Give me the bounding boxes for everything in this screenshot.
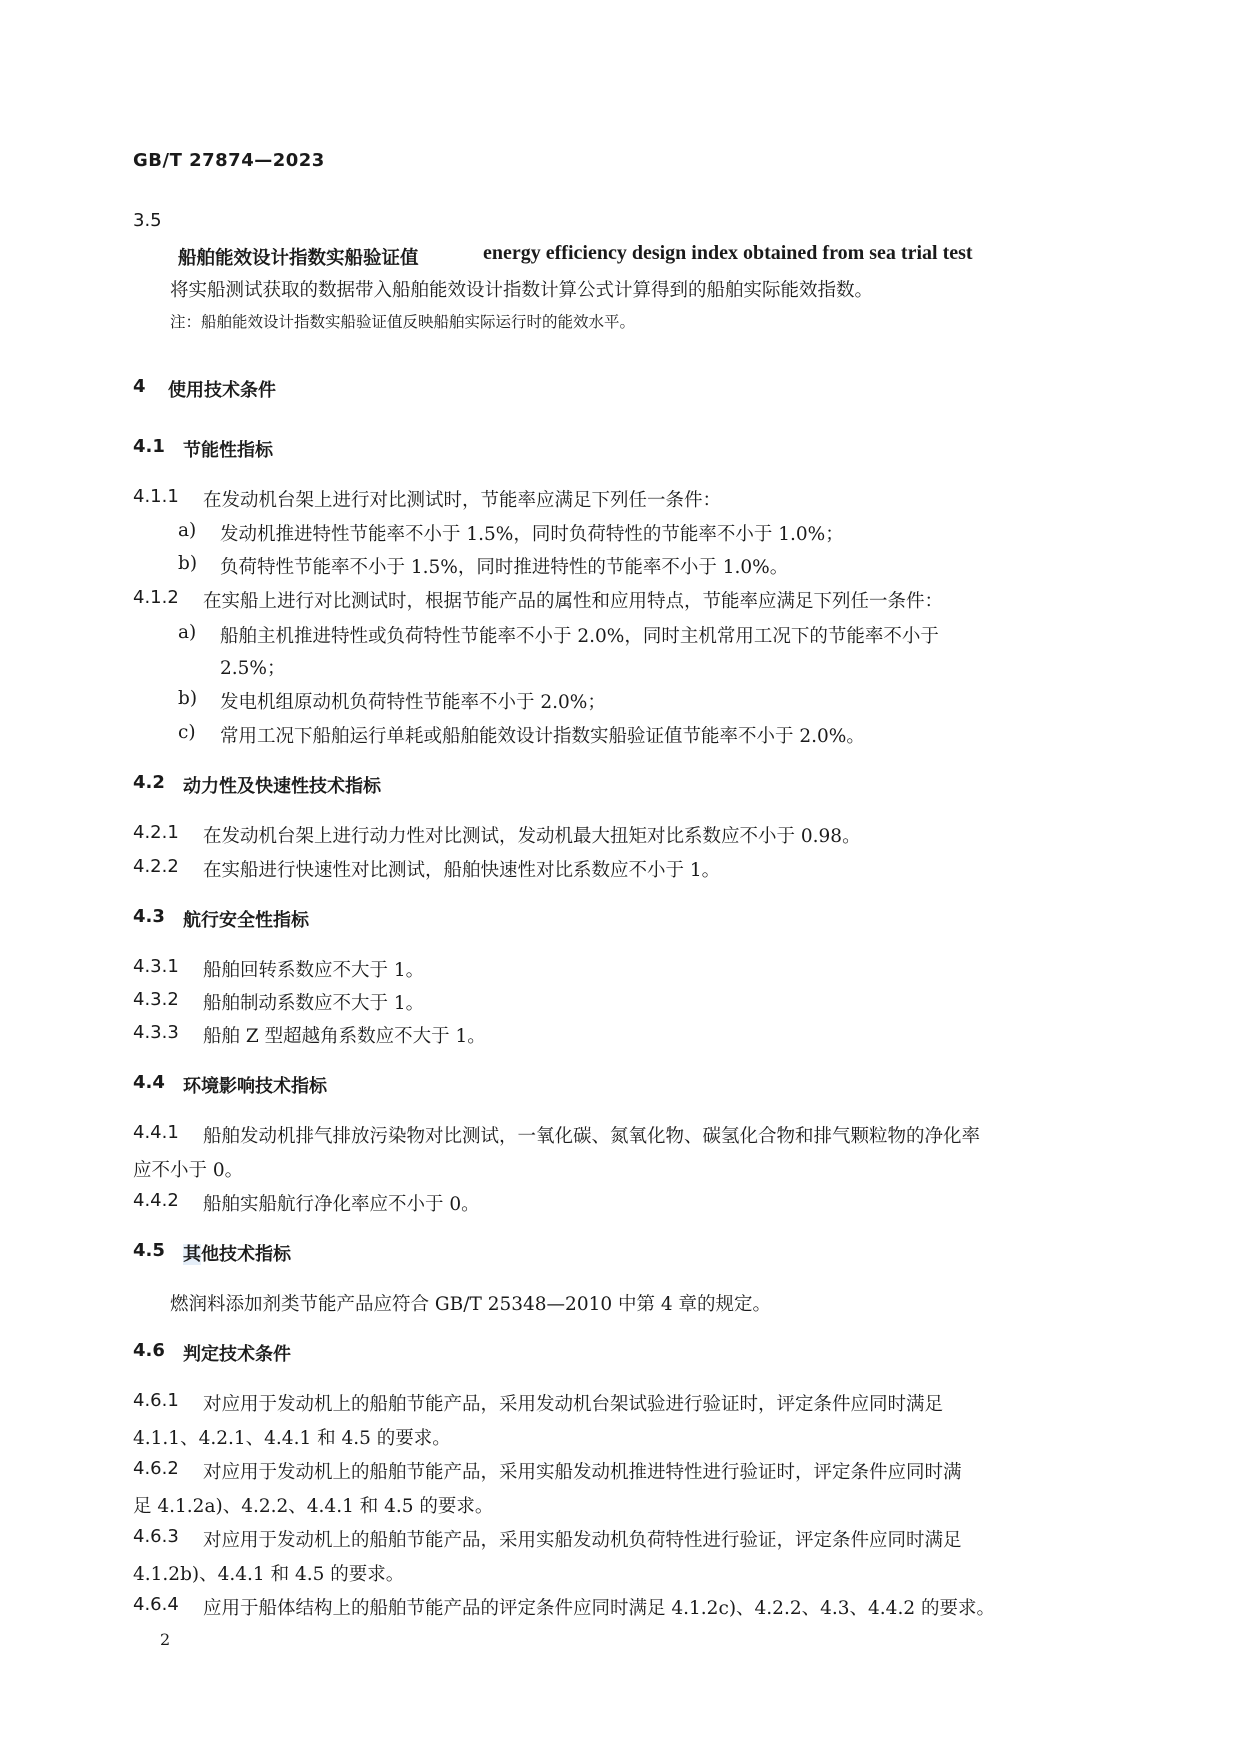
section-4-5-number: 4.5 xyxy=(133,1240,165,1261)
section-4-1-title: 节能性指标 xyxy=(183,440,273,461)
clause-4-2-2-text: 在实船进行快速性对比测试，船舶快速性对比系数应不小于 1。 xyxy=(203,860,721,881)
section-4-4-title: 环境影响技术指标 xyxy=(183,1076,327,1097)
list-item-text: 船舶主机推进特性或负荷特性节能率不小于 2.0%，同时主机常用工况下的节能率不小于 xyxy=(220,626,939,647)
clause-4-4-1-number: 4.4.1 xyxy=(133,1122,179,1143)
clause-4-3-3-text: 船舶 Z 型超越角系数应不大于 1。 xyxy=(203,1026,486,1047)
term-chinese: 船舶能效设计指数实船验证值 xyxy=(178,248,419,269)
section-4-4-number: 4.4 xyxy=(133,1072,165,1093)
term-definition: 将实船测试获取的数据带入船舶能效设计指数计算公式计算得到的船舶实际能效指数。 xyxy=(170,280,874,301)
list-item-label: c) xyxy=(178,722,196,743)
clause-4-6-1-text-continued: 4.1.1、4.2.1、4.4.1 和 4.5 的要求。 xyxy=(133,1428,451,1449)
clause-4-6-4-text: 应用于船体结构上的船舶节能产品的评定条件应同时满足 4.1.2c)、4.2.2、4.3、4.4.2 的要求。 xyxy=(203,1598,995,1619)
clause-4-6-3-text-continued: 4.1.2b)、4.4.1 和 4.5 的要求。 xyxy=(133,1564,405,1585)
list-item-text: 发动机推进特性节能率不小于 1.5%，同时负荷特性的节能率不小于 1.0%； xyxy=(220,524,844,545)
clause-4-6-4-number: 4.6.4 xyxy=(133,1594,179,1615)
section-4-title: 使用技术条件 xyxy=(168,380,276,401)
clause-4-3-1-text: 船舶回转系数应不大于 1。 xyxy=(203,960,425,981)
section-4-2-title: 动力性及快速性技术指标 xyxy=(183,776,381,797)
clause-4-1-2-text: 在实船上进行对比测试时，根据节能产品的属性和应用特点，节能率应满足下列任一条件： xyxy=(203,591,944,612)
list-item-text: 常用工况下船舶运行单耗或船舶能效设计指数实船验证值节能率不小于 2.0%。 xyxy=(220,726,865,747)
section-4-6-number: 4.6 xyxy=(133,1340,165,1361)
clause-4-4-2-number: 4.4.2 xyxy=(133,1190,179,1211)
highlighted-character: 其 xyxy=(183,1244,201,1265)
clause-4-2-1-text: 在发动机台架上进行动力性对比测试，发动机最大扭矩对比系数应不小于 0.98。 xyxy=(203,826,861,847)
clause-4-6-3-text: 对应用于发动机上的船舶节能产品，采用实船发动机负荷特性进行验证，评定条件应同时满足 xyxy=(203,1530,962,1551)
list-item-text: 发电机组原动机负荷特性节能率不小于 2.0%； xyxy=(220,692,606,713)
section-4-5-text: 燃润料添加剂类节能产品应符合 GB/T 25348—2010 中第 4 章的规定。 xyxy=(170,1294,772,1315)
section-4-5-title-rest: 他技术指标 xyxy=(201,1244,291,1265)
clause-4-2-2-number: 4.2.2 xyxy=(133,856,179,877)
section-4-5-title xyxy=(183,1240,291,1266)
clause-number-3-5: 3.5 xyxy=(133,210,162,231)
list-item-label: a) xyxy=(178,520,197,541)
clause-4-3-2-text: 船舶制动系数应不大于 1。 xyxy=(203,993,425,1014)
clause-4-6-1-text: 对应用于发动机上的船舶节能产品，采用发动机台架试验进行验证时，评定条件应同时满足 xyxy=(203,1394,944,1415)
document-code: GB/T 27874—2023 xyxy=(133,150,325,171)
list-item-text-continued: 2.5%； xyxy=(220,658,286,679)
clause-4-6-2-text: 对应用于发动机上的船舶节能产品，采用实船发动机推进特性进行验证时，评定条件应同时满 xyxy=(203,1462,962,1483)
clause-4-6-3-number: 4.6.3 xyxy=(133,1526,179,1547)
list-item-label: b) xyxy=(178,553,198,574)
clause-4-3-2-number: 4.3.2 xyxy=(133,989,179,1010)
term-english: energy efficiency design index obtained from sea trial test xyxy=(483,242,973,264)
clause-4-3-1-number: 4.3.1 xyxy=(133,956,179,977)
clause-4-3-3-number: 4.3.3 xyxy=(133,1022,179,1043)
section-4-number: 4 xyxy=(133,376,146,397)
clause-4-1-1-text: 在发动机台架上进行对比测试时，节能率应满足下列任一条件： xyxy=(203,490,722,511)
clause-4-1-2-number: 4.1.2 xyxy=(133,587,179,608)
clause-4-6-1-number: 4.6.1 xyxy=(133,1390,179,1411)
list-item-text: 负荷特性节能率不小于 1.5%，同时推进特性的节能率不小于 1.0%。 xyxy=(220,557,789,578)
clause-4-1-1-number: 4.1.1 xyxy=(133,486,179,507)
section-4-6-title: 判定技术条件 xyxy=(183,1344,291,1365)
section-4-2-number: 4.2 xyxy=(133,772,165,793)
list-item-label: a) xyxy=(178,622,197,643)
clause-4-4-1-text: 船舶发动机排气排放污染物对比测试，一氧化碳、氮氧化物、碳氢化合物和排气颗粒物的净化率 xyxy=(203,1126,981,1147)
list-item-label: b) xyxy=(178,688,198,709)
clause-4-6-2-number: 4.6.2 xyxy=(133,1458,179,1479)
section-4-1-number: 4.1 xyxy=(133,436,165,457)
section-4-3-title: 航行安全性指标 xyxy=(183,910,309,931)
clause-4-6-2-text-continued: 足 4.1.2a)、4.2.2、4.4.1 和 4.5 的要求。 xyxy=(133,1496,494,1517)
clause-4-2-1-number: 4.2.1 xyxy=(133,822,179,843)
term-note: 注：船舶能效设计指数实船验证值反映船舶实际运行时的能效水平。 xyxy=(170,313,636,331)
clause-4-4-2-text: 船舶实船航行净化率应不小于 0。 xyxy=(203,1194,480,1215)
section-4-3-number: 4.3 xyxy=(133,906,165,927)
clause-4-4-1-text-continued: 应不小于 0。 xyxy=(133,1160,244,1181)
page-number: 2 xyxy=(160,1630,171,1649)
